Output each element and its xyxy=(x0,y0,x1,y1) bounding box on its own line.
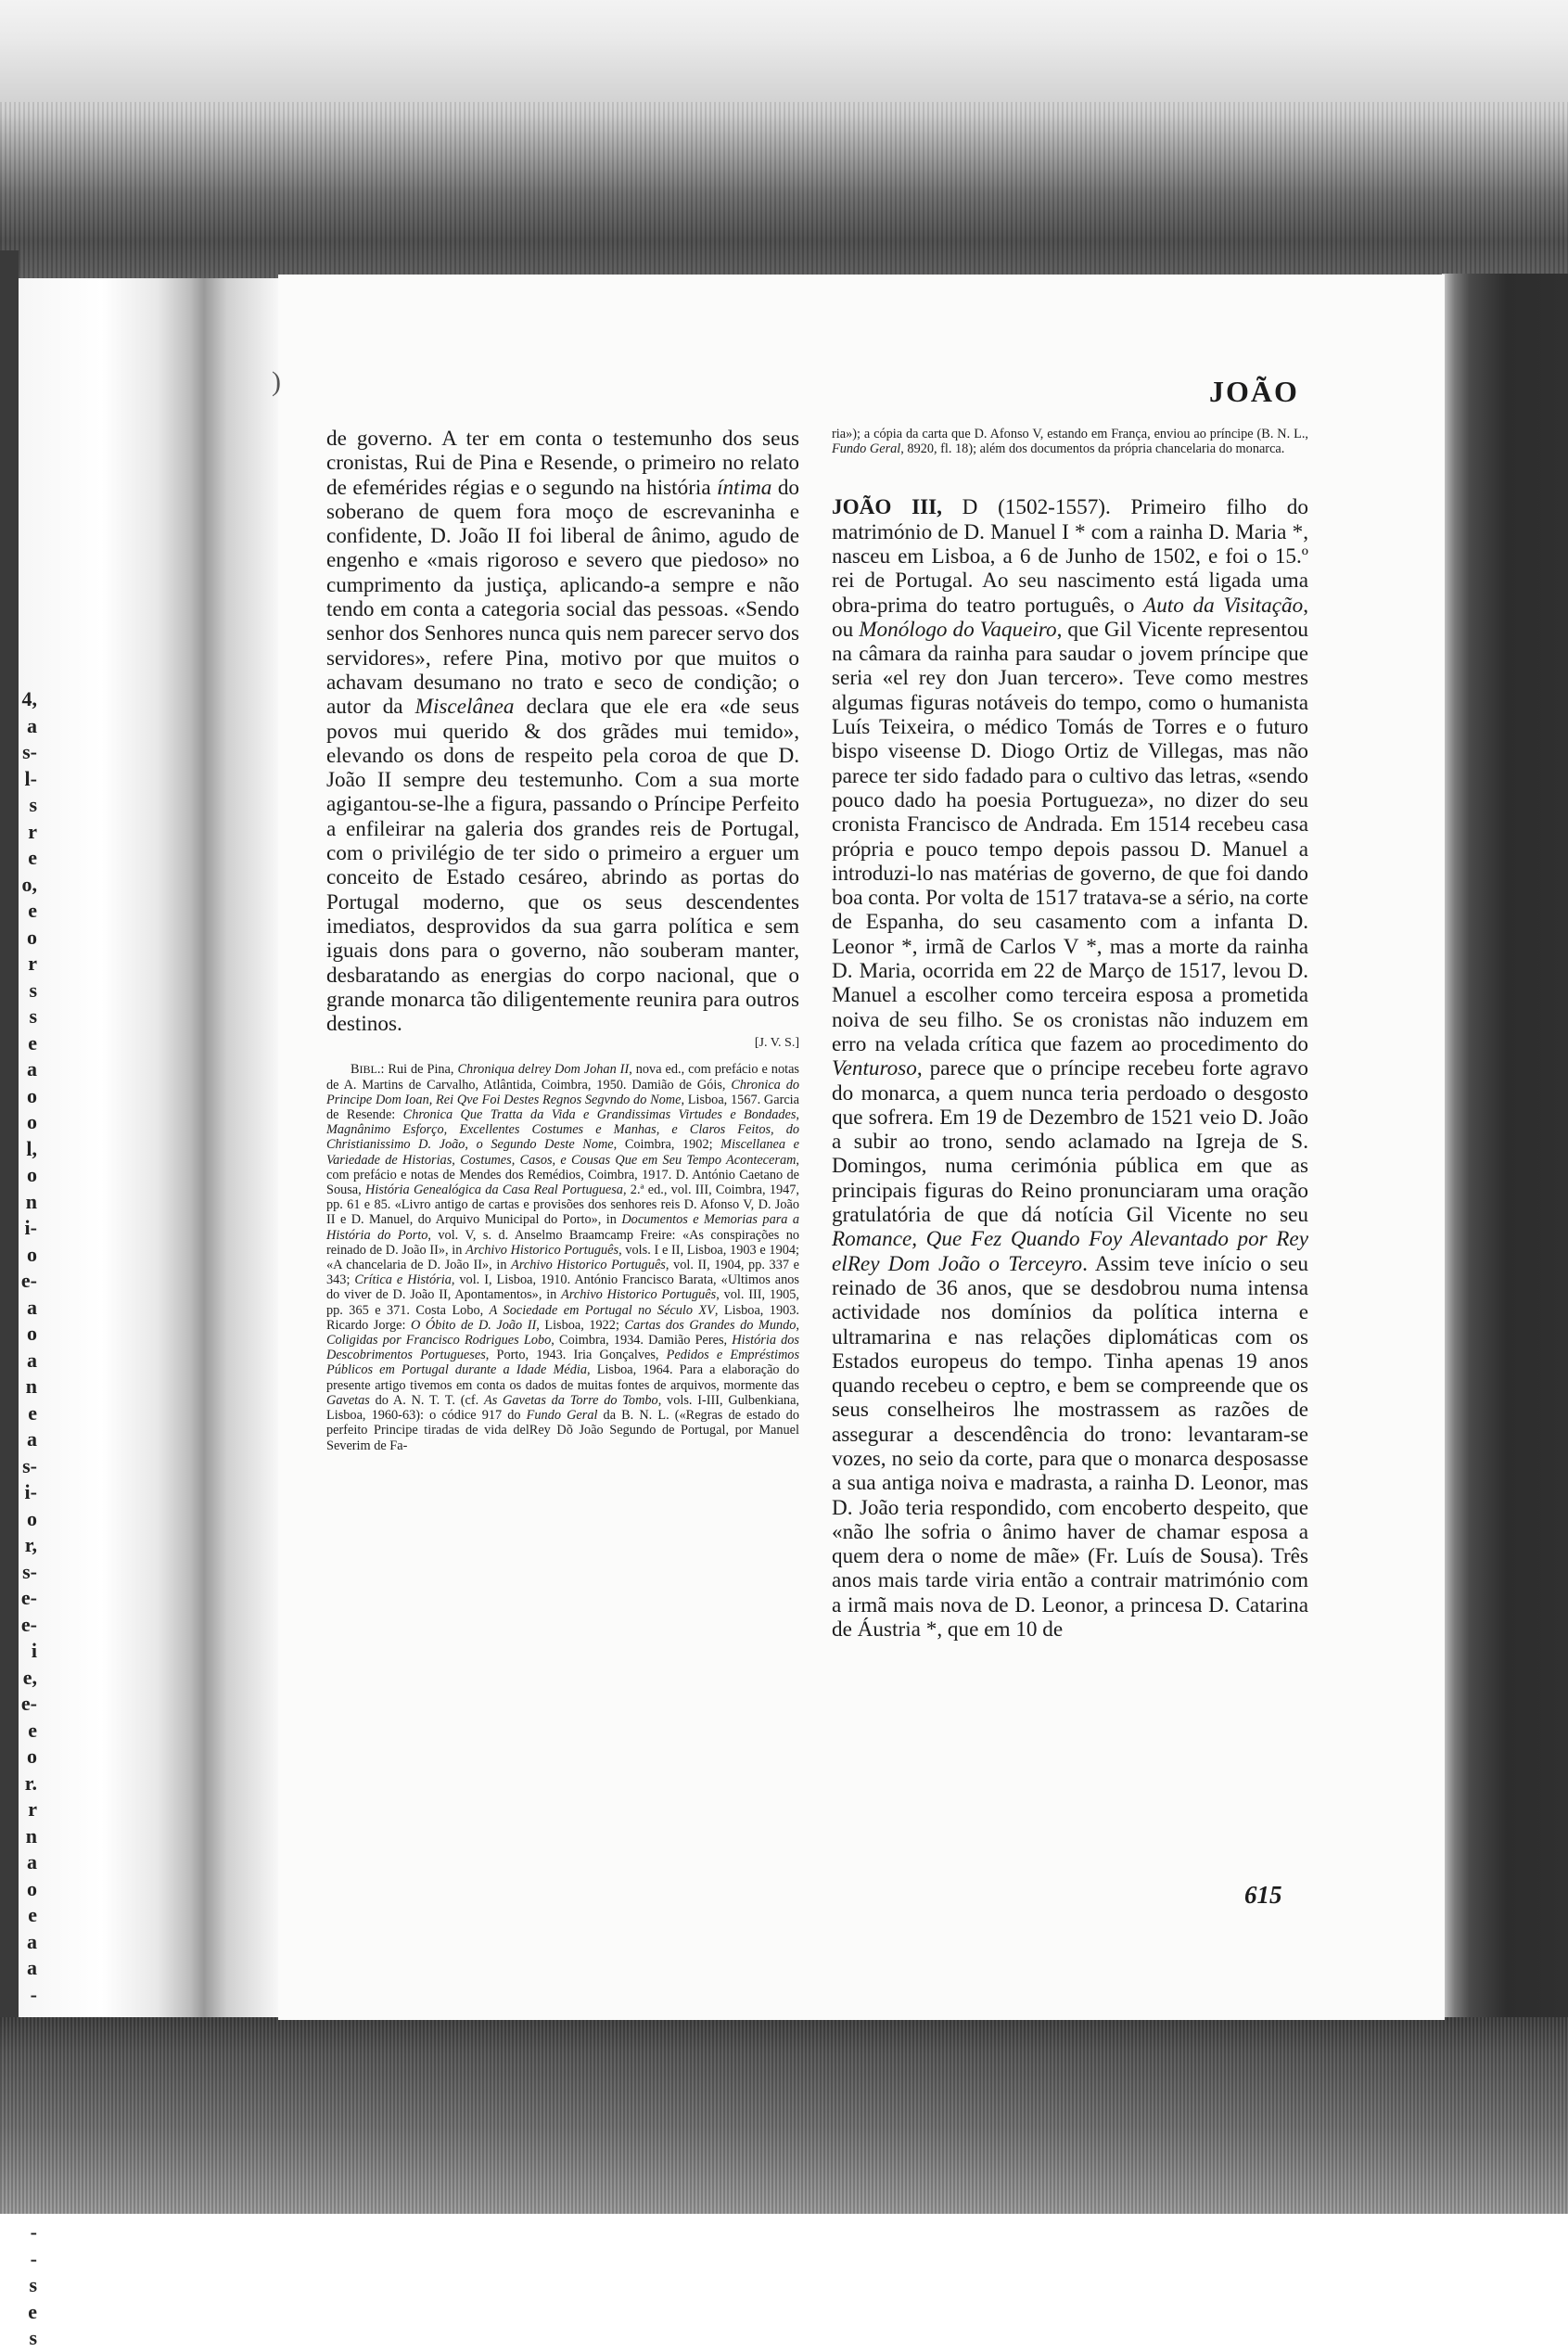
bibliography-continuation: ria»); a cópia da carta que D. Afonso V, estando em França, enviou ao príncipe (B. N. L., Fundo Geral, 8920, fl. 18); além dos documentos da própria chancelaria do monarca. xyxy=(832,427,1308,457)
page-number: 615 xyxy=(1244,1881,1282,1909)
scan-shadow-right xyxy=(1442,274,1568,2026)
facing-page-bleed-text: 4, a s- l- s r e o, e o r s s e a o o l, o n i- o e- a o a n e a s- i- o r, s- e- e- i e, e- e o r. r n a o e a a - - - s e s xyxy=(20,687,37,2349)
scan-mark: ) xyxy=(272,366,281,397)
bibliography: BIBL.: Rui de Pina, Chroniqua delrey Dom Johan II, nova ed., com prefácio e notas de A. Martins de Carvalho, Atlântida, Coimbra, 1950. Damião de Góis, Chronica do Principe Dom Ioan, Rei Qve Foi Destes Regnos Segvndo do Nome, Lisboa, 1567. Garcia de Resende: Chronica Que Tratta da Vida e Grandissimas Virtudes e Bondades, Magnânimo Esforço, Excellentes Costumes e Manhas, e Claros Feitos, do Christianissimo D. João, o Segundo Deste Nome, Coimbra, 1902; Miscellanea e Variedade de Historias, Costumes, Casos, e Cousas Que em Seu Tempo Aconteceram, com prefácio e notas de Mendes dos Remédios, Coimbra, 1917. D. António Caetano de Sousa, História Genealógica da Casa Real Portuguesa, 2.ª ed., vol. III, Coimbra, 1947, pp. 61 e 85. «Livro antigo de cartas e provisões dos senhores reis D. Afonso V, D. João II e D. Manuel, do Arquivo Municipal do Porto», in Documentos e Memorias para a História do Porto, vol. V, s. d. Anselmo Braamcamp Freire: «As conspirações no reinado de D. João II», in Archivo Historico Português, vols. I e II, Lisboa, 1903 e 1904; «A chancelaria de D. João II», in Archivo Historico Português, vol. II, 1904, pp. 337 e 343; Crítica e História, vol. I, Lisboa, 1910. António Francisco Barata, «Ultimos anos do viver de D. João II, Apontamentos», in Archivo Historico Português, vol. III, 1905, pp. 365 e 371. Costa Lobo, A Sociedade em Portugal no Século XV, Lisboa, 1903. Ricardo Jorge: O Óbito de D. João II, Lisboa, 1922; Cartas dos Grandes do Mundo, Coligidas por Francisco Rodrigues Lobo, Coimbra, 1934. Damião Peres, História dos Descobrimentos Portugueses, Porto, 1943. Iria Gonçalves, Pedidos e Empréstimos Públicos em Portugal durante a Idade Média, Lisboa, 1964. Para a elaboração do presente artigo tivemos em conta os dados de muitas fontes de arquivos, mormente das Gavetas do A. N. T. T. (cf. As Gavetas da Torre do Tombo, vols. I-III, Gulbenkiana, Lisboa, 1960-63): o códice 917 do Fundo Geral da B. N. L. («Regras de estado do perfeito Principe tiradas de vida delRey Dõ João Segundo de Portugal, por Manuel Severim de Fa- xyxy=(326,1062,800,1453)
left-column xyxy=(326,427,799,1453)
entry-headword: JOÃO III, xyxy=(832,495,942,520)
scan-left-margin xyxy=(19,278,301,2349)
scan-shadow-top xyxy=(0,0,1568,278)
scan-shadow-bottom xyxy=(0,2017,1568,2214)
scan-shadow-left xyxy=(0,250,19,2040)
article-body-continuation: de governo. A ter em conta o testemunho dos seus cronistas, Rui de Pina e Resende, o primeiro no relato de efemérides régias e o segundo na história íntima do soberano de quem fora moço de escrevaninha e confidente, D. João II foi liberal de ânimo, agudo de engenho e «mais rigoroso e severo que piedoso» no cumprimento da justiça, aplicando-a sempre e não tendo em conta a categoria social das pessoas. «Sendo senhor dos Senhores nunca quis nem parecer servo dos servidores», refere Pina, motivo por que muitos o achavam desumano no trato e seco de condição; o autor da Miscelânea declara que ele era «de seus povos mui querido & dos grãdes mui temido», elevando os dons de respeito pela coroa de que D. João II sempre deu testemunho. Com a sua morte agigantou-se-lhe a figura, passando o Príncipe Perfeito a enfileirar na galeria dos grandes reis de Portugal, com o privilégio de ter sido o primeiro a erguer um conceito de Estado cesáreo, abrindo as portas do Portugal moderno, que os seus descendentes imediatos, desprovidos da sua garra política e sem iguais dons para o governo, não souberam manter, desbaratando as energias do corpo nacional, que o grande monarca tão diligentemente reunira para outros destinos. xyxy=(326,427,800,1037)
entry-joao-iii xyxy=(832,495,1308,1642)
right-column xyxy=(832,427,1308,1642)
running-head: JOÃO xyxy=(1209,375,1299,408)
entry-body: D (1502-1557). Primeiro filho do matrimónio de D. Manuel I * com a rainha D. Maria *, nasceu em Lisboa, a 6 de Junho de 1502, e foi o 15.º rei de Portugal. Ao seu nascimento está ligada uma obra-prima do teatro português, o Auto da Visitação, ou Monólogo do Vaqueiro, que Gil Vicente representou na câmara da rainha para saudar o jovem príncipe que seria «el rey don Juan tercero». Teve como mestres algumas figuras notáveis do tempo, como o humanista Luís Teixeira, o médico Tomás de Torres e o futuro bispo viseense D. Diogo Ortiz de Villegas, mas não parece ter sido fadado para o cultivo das letras, «sendo pouco dado ha poesia Portugueza», no dizer do seu cronista Francisco de Andrada. Em 1514 recebeu casa própria e pouco tempo depois passou D. Manuel a introduzi-lo nas matérias de governo, de que foi dando boa conta. Por volta de 1517 tratava-se a sério, na corte de Espanha, do seu casamento com a infanta D. Leonor *, irmã de Carlos V *, mas a morte da rainha D. Maria, ocorrida em 22 de Março de 1517, levou D. Manuel a escolher como terceira esposa a prometida noiva de seu filho. Se os cronistas não induzem em erro na velada crítica que fazem ao procedimento do Venturoso, parece que o príncipe recebeu forte agravo do monarca, a quem nunca teria perdoado o desgosto que sofrera. Em 19 de Dezembro de 1521 veio D. João a subir ao trono, sendo aclamado na Igreja de S. Domingos, numa cerimónia pública em que as principais figuras do Reino pronunciaram uma oração gratulatória de que dá notícia Gil Vicente no seu Romance, Que Fez Quando Foy Alevantado por Rey elRey Dom João o Terceyro. Assim teve início o seu reinado de 36 anos, que se desdobrou numa intensa actividade nos domínios da política interna e ultramarina e nas relações diplomáticas com os Estados europeus do tempo. Tinha apenas 19 anos quando recebeu o ceptro, e bem se compreende que os seus conselheiros lhe mostrassem as razões de assegurar a descendência do trono: levantaram-se vozes, no seio da corte, para que o monarca desposasse a sua antiga noiva e madrasta, a rainha D. Leonor, mas D. João teria respondido, com encoberto despeito, que «não lhe sofria o ânimo haver de chamar esposa a quem dera o nome de mãe» (Fr. Luís de Sousa). Três anos mais tarde viria então a contrair matrimónio com a irmã mais nova de D. Leonor, a princesa D. Catarina de Áustria *, que em 10 de xyxy=(832,495,1309,1643)
author-signature: [J. V. S.] xyxy=(754,1036,799,1051)
